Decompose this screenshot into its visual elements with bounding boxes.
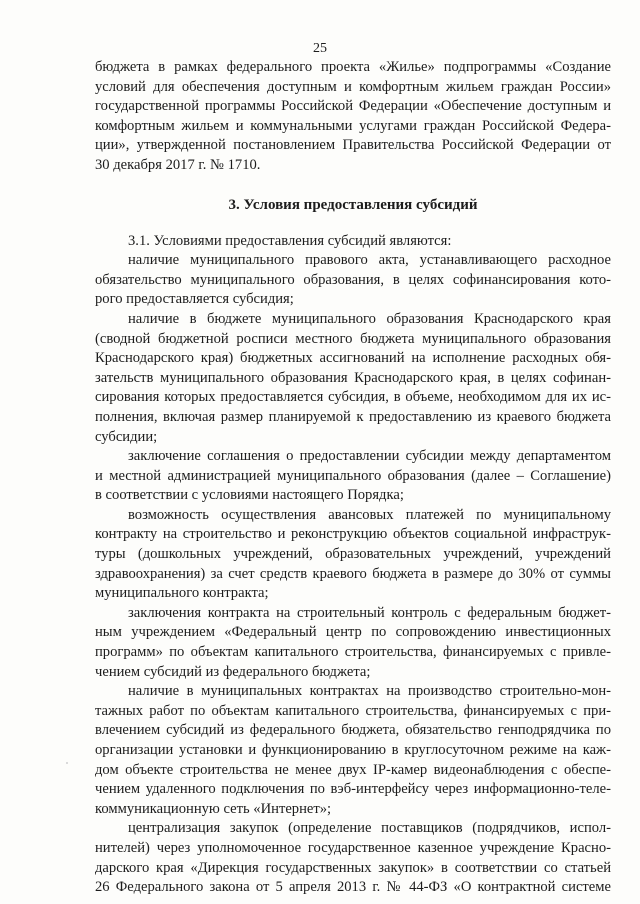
text-line: нителей) через уполномоченное государственное казенное учреждение Красно- <box>95 839 611 856</box>
text-line: здравоохранения) за счет средств краевого бюджета в размере до 30% от суммы <box>95 565 611 582</box>
conditions-list <box>95 251 611 898</box>
text-line: чением субсидий из федерального бюджета; <box>95 663 371 680</box>
text-line: рого предоставляется субсидия; <box>95 291 294 308</box>
lead-line: 3.1. Условиями предоставления субсидий являются: <box>128 232 452 249</box>
text-line: (сводной бюджетной росписи местного бюджета муниципального образования <box>95 330 611 347</box>
condition-item <box>95 604 611 682</box>
page-content <box>95 58 611 898</box>
text-line: чением удаленного подключения по вэб-интерфейсу через информационно-теле- <box>95 781 611 798</box>
intro-paragraph <box>95 58 611 176</box>
condition-item <box>95 251 611 310</box>
text-line: Краснодарского края) бюджетных ассигнований на исполнение расходных обя- <box>95 350 611 367</box>
text-line: программ» по объектам капитального строительства, финансируемых с привле- <box>95 644 611 661</box>
text-line: условий для обеспечения доступным и комфортным жильем граждан России» <box>95 78 611 95</box>
text-line: заключение соглашения о предоставлении субсидии между департаментом <box>128 448 611 465</box>
text-line: муниципального контракта; <box>95 585 269 602</box>
text-line: наличие в бюджете муниципального образования Краснодарского края <box>128 310 611 327</box>
text-line: тажных работ по объектам капитального строительства, финансируемых с при- <box>95 702 611 719</box>
page-number: 25 <box>313 41 327 56</box>
text-line: влечением субсидий из федерального бюджета, обязательство генподрядчика по <box>95 722 611 739</box>
condition-item <box>95 506 611 604</box>
text-line: организации установки и функционированию в круглосуточном режиме на каж- <box>95 742 611 758</box>
text-line: централизация закупок (определение поставщиков (подрядчиков, испол- <box>128 820 611 837</box>
text-line: ным учреждением «Федеральный центр по сопровождению инвестиционных <box>95 624 611 641</box>
text-line: и местной администрацией муниципального образования (далее – Соглашение) <box>95 467 611 484</box>
text-line: в соответствии с условиями настоящего Порядка; <box>95 487 404 504</box>
text-line: зательств муниципального образования Краснодарского края, в целях софинан- <box>95 369 611 386</box>
text-line: ции», утвержденной постановлением Правительства Российской Федерации от <box>95 137 611 154</box>
condition-item <box>95 447 611 506</box>
text-line: полнения, включая размер планируемой к предоставлению из краевого бюджета <box>95 408 611 425</box>
text-line: наличие муниципального правового акта, устанавливающего расходное <box>128 252 611 269</box>
text-line: субсидии; <box>95 428 158 445</box>
text-line: бюджета в рамках федерального проекта «Жилье» подпрограммы «Создание <box>95 59 611 75</box>
text-line: комфортным жильем и коммунальными услугами граждан Российской Федера- <box>95 117 611 134</box>
text-line: дарского края «Дирекция государственных закупок» в соответствии со статьей <box>95 859 611 876</box>
condition-item <box>95 819 611 897</box>
condition-item <box>95 682 611 819</box>
condition-item <box>95 310 611 447</box>
text-line: 30 декабря 2017 г. № 1710. <box>95 156 261 173</box>
text-line: контракту на строительство и реконструкцию объектов социальной инфраструк- <box>95 526 611 543</box>
section-heading: 3. Условия предоставления субсидий <box>228 196 478 213</box>
text-line: сирования которых предоставляется субсидия, в объеме, необходимом для их ис- <box>95 389 611 406</box>
scan-speck <box>66 762 68 764</box>
text-line: заключения контракта на строительный контроль с федеральным бюджет- <box>128 604 611 621</box>
text-line: туры (дошкольных учреждений, образовательных учреждений, учреждений <box>95 546 611 563</box>
text-line: дом объекте строительства не менее двух IP-камер видеонаблюдения с обеспе- <box>95 761 611 778</box>
text-line: коммуникационную сеть «Интернет»; <box>95 800 332 817</box>
text-line: возможность осуществления авансовых платежей по муниципальному <box>128 506 611 523</box>
text-line: 26 Федерального закона от 5 апреля 2013 г. № 44-ФЗ «О контрактной системе <box>95 879 611 896</box>
text-line: обязательство муниципального образования, в целях софинансирования кото- <box>95 271 611 288</box>
text-line: наличие в муниципальных контрактах на производство строительно-мон- <box>128 683 611 700</box>
text-line: государственной программы Российской Федерации «Обеспечение доступным и <box>95 98 611 115</box>
